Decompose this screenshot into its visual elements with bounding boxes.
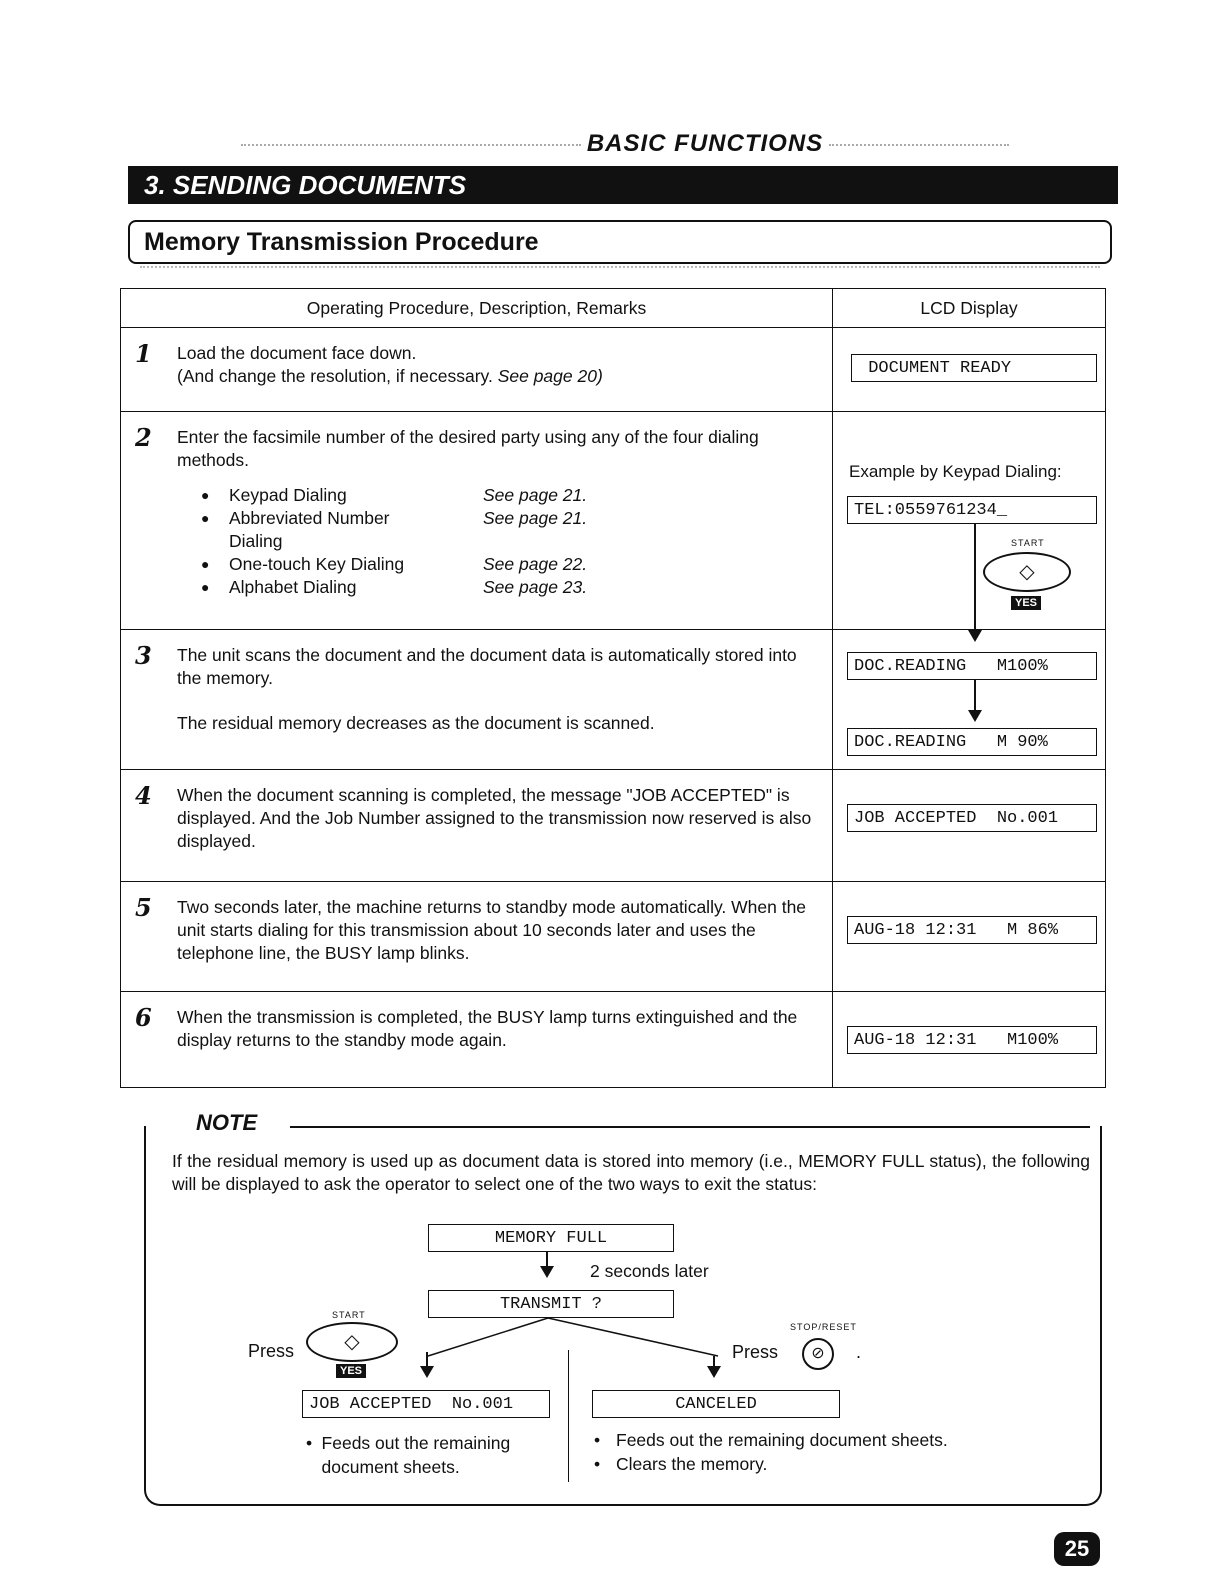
method-label: Keypad Dialing xyxy=(229,485,347,505)
step-description xyxy=(121,882,833,992)
lcd-cell xyxy=(833,328,1106,412)
bullet-icon: ● xyxy=(201,556,210,572)
method-label: One-touch Key Dialing xyxy=(229,554,405,574)
branch-lines xyxy=(400,1316,740,1386)
branch-line-left xyxy=(428,1318,548,1356)
list-item xyxy=(594,1428,1014,1452)
page-number: 25 xyxy=(1054,1532,1100,1566)
chapter-header xyxy=(130,130,1120,158)
table-row xyxy=(121,882,1106,992)
arrow-down-icon xyxy=(968,710,982,722)
step-text: Load the document face down. xyxy=(177,343,417,363)
lcd-cell xyxy=(833,630,1106,770)
step-text: Enter the facsimile number of the desired party using any of the four dialing methods. xyxy=(177,427,759,470)
col-procedure-header: Operating Procedure, Description, Remarks xyxy=(121,289,833,328)
arrow-down-icon xyxy=(968,630,982,642)
list-item xyxy=(201,576,820,599)
table-row xyxy=(121,630,1106,770)
lcd-display: JOB ACCEPTED No.001 xyxy=(847,804,1097,832)
page-reference: See page 21. xyxy=(483,485,588,505)
page-reference: See page 20) xyxy=(497,366,603,386)
step-number: 3 xyxy=(135,641,152,670)
page-reference: See page 22. xyxy=(483,554,588,574)
list-item xyxy=(201,507,820,553)
step-text: When the transmission is completed, the BUSY lamp turns extinguished and the display returns to the standby mode again. xyxy=(177,1007,798,1050)
table-row xyxy=(121,412,1106,630)
step-text: The unit scans the document and the document data is automatically stored into the memory. xyxy=(177,645,797,688)
press-label-left: Press xyxy=(248,1341,295,1361)
lcd-transmit: TRANSMIT ? xyxy=(428,1290,674,1318)
method-label: Abbreviated Number Dialing xyxy=(229,508,390,551)
table-row xyxy=(121,328,1106,412)
header-dots-right xyxy=(829,144,1009,146)
step-description xyxy=(121,770,833,882)
bullet-icon: • xyxy=(594,1430,601,1450)
arrow-down-icon xyxy=(707,1366,721,1378)
table-header-row xyxy=(121,289,1106,328)
page-reference: See page 21. xyxy=(483,508,588,528)
chapter-title: BASIC FUNCTIONS xyxy=(586,130,824,157)
bullet-icon: • xyxy=(306,1433,313,1453)
result-text: Clears the memory. xyxy=(616,1454,768,1474)
start-icon: ◇ xyxy=(1019,561,1035,583)
result-text: Feeds out the remaining document sheets. xyxy=(616,1430,948,1450)
method-label: Alphabet Dialing xyxy=(229,577,357,597)
stop-reset-button[interactable] xyxy=(802,1338,834,1370)
branch-divider xyxy=(568,1350,569,1482)
step-text-line2 xyxy=(177,365,820,388)
bullet-icon: ● xyxy=(201,487,210,503)
step-description xyxy=(121,992,833,1088)
list-item xyxy=(201,553,820,576)
header-dots-left xyxy=(241,144,581,146)
example-label: Example by Keypad Dialing: xyxy=(849,462,1062,481)
note-title: NOTE xyxy=(190,1110,263,1136)
bullet-icon: ● xyxy=(201,510,210,526)
start-label: START xyxy=(332,1310,366,1320)
start-label: START xyxy=(1011,538,1045,548)
note-top-rule xyxy=(290,1126,1090,1128)
lcd-cell xyxy=(833,770,1106,882)
step-number: 5 xyxy=(135,893,152,922)
table-row xyxy=(121,770,1106,882)
step-description xyxy=(121,412,833,630)
arrow-down-icon xyxy=(540,1266,554,1278)
flow-line xyxy=(974,680,976,712)
yes-badge: YES xyxy=(1011,596,1041,610)
stop-icon: ⊘ xyxy=(811,1345,825,1362)
branch-line-right xyxy=(548,1318,718,1356)
right-result-list xyxy=(594,1428,1014,1476)
step-description xyxy=(121,630,833,770)
flow-line xyxy=(974,524,976,632)
press-label-right: Press xyxy=(732,1342,779,1362)
lcd-cell xyxy=(833,882,1106,992)
step-description xyxy=(121,328,833,412)
lcd-display: DOC.READING M 90% xyxy=(847,728,1097,756)
lcd-canceled: CANCELED xyxy=(592,1390,840,1418)
lcd-display: AUG-18 12:31 M100% xyxy=(847,1026,1097,1054)
delay-label: 2 seconds later xyxy=(590,1261,709,1281)
step-text-2: The residual memory decreases as the document is scanned. xyxy=(177,713,655,733)
step-number: 6 xyxy=(135,1003,152,1032)
start-button[interactable] xyxy=(983,552,1071,592)
procedure-table xyxy=(120,288,1106,1088)
lcd-display: TEL:0559761234_ xyxy=(847,496,1097,524)
step-remark: (And change the resolution, if necessary. xyxy=(177,366,498,386)
lcd-display: AUG-18 12:31 M 86% xyxy=(847,916,1097,944)
flow-line xyxy=(546,1252,548,1266)
left-result-list xyxy=(306,1431,556,1479)
step-number: 4 xyxy=(135,781,152,810)
note-text: If the residual memory is used up as document data is stored into memory (i.e., MEMORY FULL status), the following will be displayed to ask the operator to select one of the two ways to exit the status: xyxy=(172,1151,1090,1194)
stop-reset-label: STOP/RESET xyxy=(790,1322,857,1332)
table-row xyxy=(121,992,1106,1088)
section-title: 3. SENDING DOCUMENTS xyxy=(128,166,1118,204)
list-item xyxy=(201,484,820,507)
bullet-icon: ● xyxy=(201,579,210,595)
subtitle-underline xyxy=(140,266,1100,268)
arrow-down-icon xyxy=(420,1366,434,1378)
step-number: 1 xyxy=(135,339,152,368)
page-subtitle: Memory Transmission Procedure xyxy=(128,220,1112,264)
page-reference: See page 23. xyxy=(483,577,588,597)
bullet-icon: • xyxy=(594,1454,601,1474)
lcd-memory-full: MEMORY FULL xyxy=(428,1224,674,1252)
list-item xyxy=(306,1431,556,1479)
lcd-job-accepted: JOB ACCEPTED No.001 xyxy=(302,1390,550,1418)
lcd-cell xyxy=(833,412,1106,630)
period: . xyxy=(856,1342,862,1362)
lcd-display: DOC.READING M100% xyxy=(847,652,1097,680)
lcd-cell xyxy=(833,992,1106,1088)
dialing-method-list xyxy=(201,484,820,599)
start-button[interactable] xyxy=(306,1322,398,1362)
start-icon: ◇ xyxy=(344,1331,360,1353)
list-item xyxy=(594,1452,1014,1476)
yes-badge: YES xyxy=(336,1364,366,1378)
step-text: When the document scanning is completed, the message "JOB ACCEPTED" is displayed. And the Job Number assigned to the transmission now reserved is also displayed. xyxy=(177,785,812,851)
col-lcd-header: LCD Display xyxy=(833,289,1106,328)
step-text: Two seconds later, the machine returns to standby mode automatically. When the unit starts dialing for this transmission about 10 seconds later and uses the telephone line, the BUSY lamp blinks. xyxy=(177,897,807,963)
result-text: Feeds out the remaining document sheets. xyxy=(321,1433,511,1477)
step-number: 2 xyxy=(135,423,152,452)
lcd-display: DOCUMENT READY xyxy=(851,354,1097,382)
